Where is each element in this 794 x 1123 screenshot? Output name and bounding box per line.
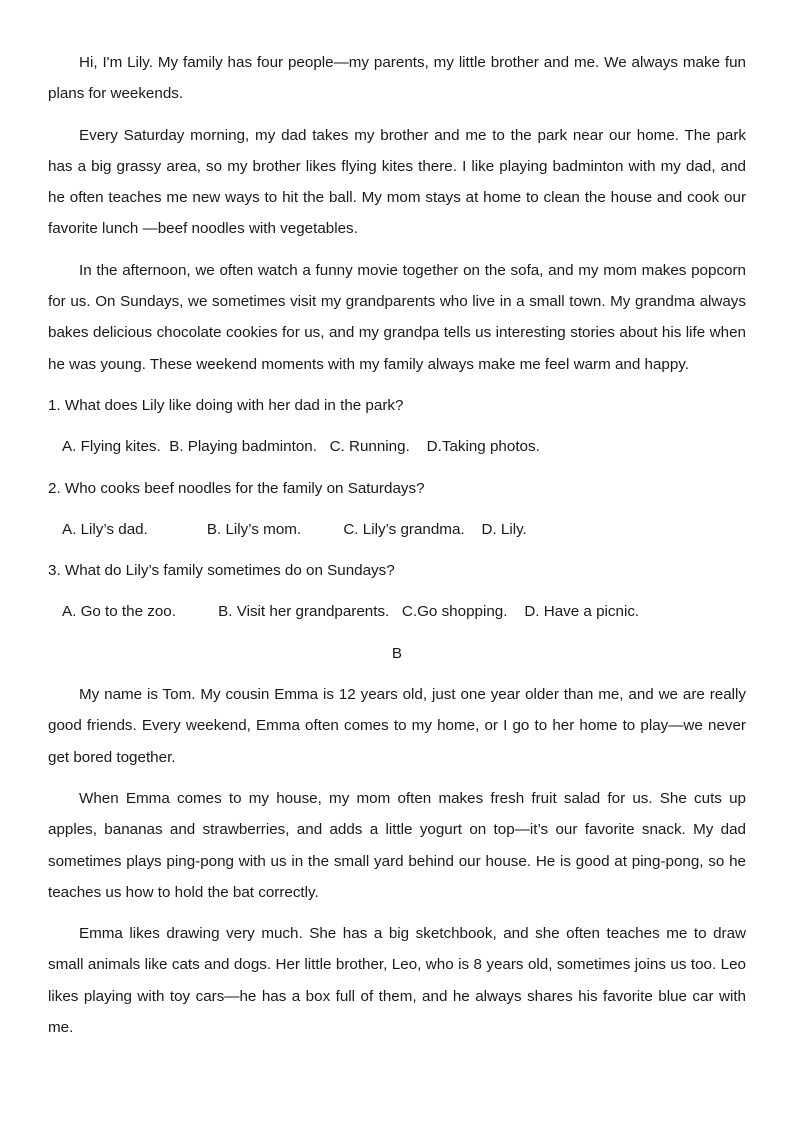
passage-b-paragraph-3: Emma likes drawing very much. She has a big sketchbook, and she often teaches me to draw small animals like cats and dogs. Her little brother, Leo, who is 8 years old, sometimes joins us too. Leo likes playing with toy cars—he has a box full of them, and he always shares his favorite blue car with me. (48, 925, 746, 1037)
question-2-options: A. Lily’s dad. B. Lily’s mom. C. Lily’s grandma. D. Lily. (62, 520, 527, 538)
question-3-options: A. Go to the zoo. B. Visit her grandparents. C.Go shopping. D. Have a picnic. (62, 603, 640, 621)
section-b-label: B (391, 644, 403, 662)
question-1 (48, 390, 746, 463)
passage-a-paragraph-3: In the afternoon, we often watch a funny movie together on the sofa, and my mom makes popcorn for us. On Sundays, we sometimes visit my grandparents who live in a small town. My grandma always bakes delicious chocolate cookies for us, and my grandpa tells us interesting stories about his life when he was young. These weekend moments with my family always make me feel warm and happy. (48, 261, 746, 373)
passage-a-paragraph-2: Every Saturday morning, my dad takes my brother and me to the park near our home. The park has a big grassy area, so my brother likes flying kites there. I like playing badminton with my dad, and he often teaches me new ways to hit the ball. My mom stays at home to clean the house and cook our favorite lunch —beef noodles with vegetables. (48, 126, 746, 238)
question-1-options: A. Flying kites. B. Playing badminton. C. Running. D.Taking photos. (62, 438, 540, 456)
question-2-text: 2. Who cooks beef noodles for the family on Saturdays? (48, 479, 425, 497)
question-2 (48, 473, 746, 546)
passage-b-paragraph-1: My name is Tom. My cousin Emma is 12 years old, just one year older than me, and we are really good friends. Every weekend, Emma often comes to my home, or I go to her home to play—we never get bored together. (48, 686, 746, 766)
passage-a-paragraph-1: Hi, I'm Lily. My family has four people—my parents, my little brother and me. We always make fun plans for weekends. (48, 54, 746, 103)
question-3 (48, 555, 746, 628)
question-3-text: 3. What do Lily’s family sometimes do on Sundays? (48, 562, 395, 580)
passage-b-paragraph-2: When Emma comes to my house, my mom often makes fresh fruit salad for us. She cuts up apples, bananas and strawberries, and adds a little yogurt on top—it’s our favorite snack. My dad sometimes plays ping-pong with us in the small yard behind our house. He is good at ping-pong, so he teaches us how to hold the bat correctly. (48, 789, 746, 901)
question-1-text: 1. What does Lily like doing with her dad in the park? (48, 396, 404, 414)
